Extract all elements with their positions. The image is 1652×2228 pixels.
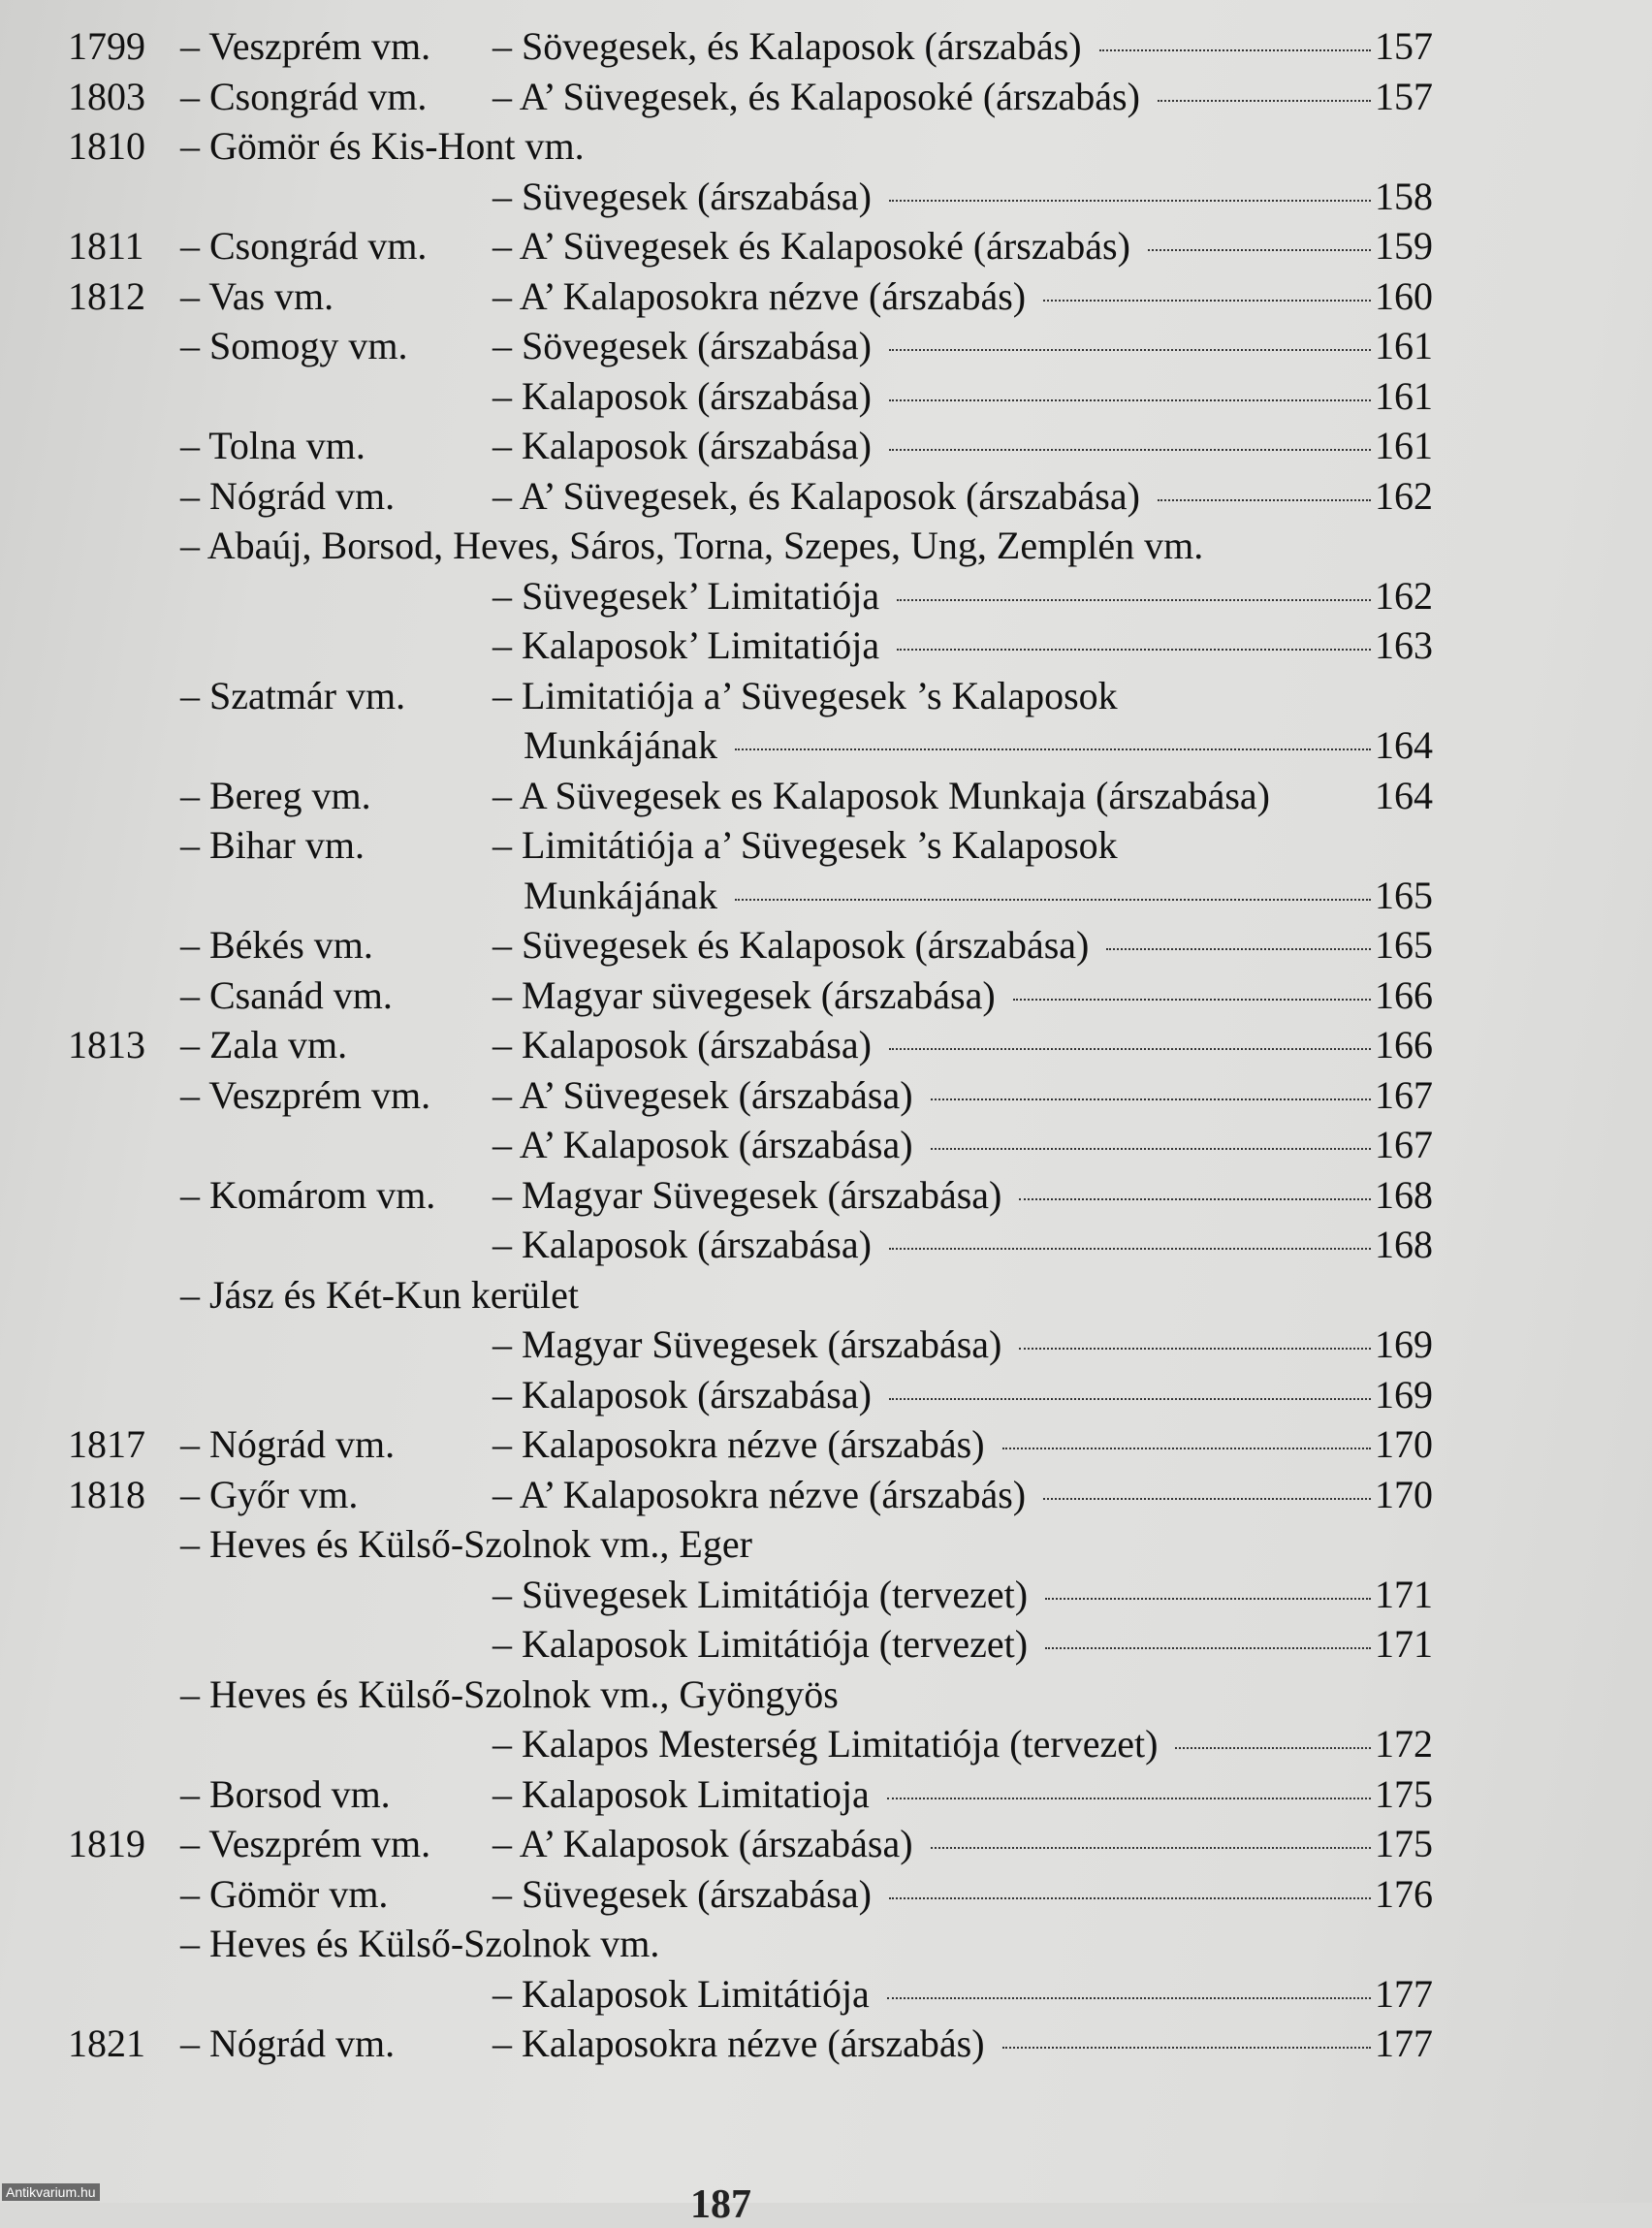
toc-entry-title: – A’ Süvegesek, és Kalaposok (árszabása) bbox=[492, 473, 1140, 518]
toc-year: 1813 bbox=[68, 1023, 145, 1066]
toc-entry-title: – Kalaposok (árszabása) bbox=[492, 424, 872, 467]
toc-row bbox=[0, 21, 1652, 72]
toc-county: – Győr vm. bbox=[180, 1472, 359, 1516]
toc-year: 1818 bbox=[68, 1472, 145, 1516]
toc-row bbox=[0, 2019, 1652, 2069]
toc-year: 1799 bbox=[68, 24, 145, 68]
dot-leader bbox=[735, 748, 1371, 750]
watermark: Antikvarium.hu bbox=[2, 2183, 100, 2201]
dot-leader bbox=[897, 649, 1371, 651]
toc-entry-title: – Kalaposok (árszabása) bbox=[492, 1372, 872, 1416]
toc-entry-title: – Sövegesek (árszabása) bbox=[492, 324, 872, 367]
toc-row bbox=[0, 1619, 1652, 1670]
toc-year: 1810 bbox=[68, 124, 145, 168]
dot-leader bbox=[1045, 1647, 1371, 1649]
toc-county: – Csongrád vm. bbox=[180, 224, 428, 268]
toc-page-number: 159 bbox=[1375, 224, 1433, 268]
toc-county: – Gömör és Kis-Hont vm. bbox=[180, 124, 585, 168]
toc-page-number: 177 bbox=[1375, 1971, 1433, 2016]
toc-page-number: 168 bbox=[1375, 1172, 1433, 1217]
toc-entry bbox=[492, 1819, 1433, 1869]
dot-leader bbox=[889, 200, 1371, 202]
toc-entry bbox=[492, 1070, 1433, 1121]
toc-entry bbox=[492, 471, 1433, 522]
dot-leader bbox=[1158, 499, 1371, 501]
toc-page-number: 166 bbox=[1375, 1023, 1433, 1066]
dot-leader bbox=[889, 449, 1371, 451]
toc-entry bbox=[492, 1120, 1433, 1170]
toc-row bbox=[0, 1170, 1652, 1221]
toc-row bbox=[0, 371, 1652, 422]
toc-entry bbox=[492, 371, 1433, 422]
toc-page-number: 171 bbox=[1375, 1572, 1433, 1616]
toc-entry bbox=[492, 1619, 1433, 1670]
toc-county: – Bereg vm. bbox=[180, 773, 371, 817]
toc-entry bbox=[524, 871, 1433, 921]
toc-county: – Jász és Két-Kun kerület bbox=[180, 1272, 579, 1317]
toc-row bbox=[0, 271, 1652, 322]
toc-row bbox=[0, 1020, 1652, 1070]
toc-entry-title: – Süvegesek (árszabása) bbox=[492, 174, 872, 218]
toc-row bbox=[0, 871, 1652, 921]
toc-entry bbox=[492, 1570, 1433, 1620]
toc-year: 1817 bbox=[68, 1422, 145, 1466]
toc-county: – Szatmár vm. bbox=[180, 673, 406, 717]
toc-row bbox=[0, 172, 1652, 222]
toc-row bbox=[0, 971, 1652, 1021]
toc-entry-title: – Kalaposok (árszabása) bbox=[492, 1223, 872, 1266]
toc-county: – Csanád vm. bbox=[180, 972, 393, 1017]
toc-entry-title: – A’ Süvegesek (árszabása) bbox=[492, 1072, 913, 1117]
toc-page-number: 167 bbox=[1375, 1123, 1433, 1166]
dot-leader bbox=[1002, 2047, 1371, 2049]
dot-leader bbox=[1019, 1348, 1371, 1350]
toc-entry bbox=[492, 2019, 1433, 2069]
toc-entry bbox=[492, 920, 1433, 971]
dot-leader bbox=[887, 1997, 1371, 1999]
toc-entry bbox=[492, 1370, 1433, 1420]
toc-row bbox=[0, 1519, 1652, 1570]
toc-row bbox=[0, 571, 1652, 621]
dot-leader bbox=[1148, 249, 1371, 251]
toc-entry bbox=[492, 72, 1433, 122]
dot-leader bbox=[897, 599, 1371, 601]
toc-entry bbox=[492, 172, 1433, 222]
toc-page-number: 165 bbox=[1375, 923, 1433, 967]
toc-page-number: 175 bbox=[1375, 1822, 1433, 1865]
toc-entry-title: – Limitátiója a’ Süvegesek ’s Kalaposok bbox=[492, 823, 1118, 867]
toc-year: 1803 bbox=[68, 74, 145, 118]
toc-year: 1812 bbox=[68, 273, 145, 318]
toc-row bbox=[0, 1470, 1652, 1520]
dot-leader bbox=[889, 399, 1371, 401]
dot-leader bbox=[889, 349, 1371, 351]
toc-entry bbox=[492, 971, 1433, 1021]
toc-row bbox=[0, 321, 1652, 371]
toc-row bbox=[0, 121, 1652, 172]
toc-entry bbox=[492, 1969, 1433, 2020]
toc-entry-title: – Kalaposok (árszabása) bbox=[492, 1023, 872, 1066]
toc-page-number: 162 bbox=[1375, 573, 1433, 618]
toc-county: – Veszprém vm. bbox=[180, 1072, 431, 1117]
toc-row bbox=[0, 1670, 1652, 1720]
dot-leader bbox=[735, 899, 1371, 901]
toc-entry-title: – Kalaposok’ Limitatiója bbox=[492, 623, 880, 667]
toc-entry-title: – A’ Kalaposokra nézve (árszabás) bbox=[492, 273, 1027, 318]
toc-page-number: 165 bbox=[1375, 873, 1433, 917]
toc-row bbox=[0, 1570, 1652, 1620]
toc-entry-title: – Süvegesek (árszabása) bbox=[492, 1871, 872, 1916]
dot-leader bbox=[1099, 49, 1371, 51]
dot-leader bbox=[1175, 1747, 1371, 1749]
dot-leader bbox=[889, 1248, 1371, 1250]
toc-row bbox=[0, 1370, 1652, 1420]
toc-entry-title: – A’ Süvegesek és Kalaposoké (árszabás) bbox=[492, 224, 1130, 268]
toc-entry-title: – Kalaposok Limitátiója bbox=[492, 1971, 870, 2016]
toc-entry-title: – Kalaposok (árszabása) bbox=[492, 373, 872, 418]
toc-row bbox=[0, 671, 1652, 721]
toc-row bbox=[0, 1969, 1652, 2020]
toc-county: – Bihar vm. bbox=[180, 823, 365, 867]
toc-county: – Veszprém vm. bbox=[180, 24, 431, 68]
toc-page-number: 164 bbox=[1375, 773, 1433, 817]
toc-row bbox=[0, 421, 1652, 471]
toc-entry-title: Munkájának bbox=[524, 723, 717, 767]
toc-entry bbox=[492, 221, 1433, 271]
toc-entry-title: – Magyar süvegesek (árszabása) bbox=[492, 972, 996, 1017]
dot-leader bbox=[889, 1398, 1371, 1400]
toc-entry bbox=[492, 1320, 1433, 1370]
dot-leader bbox=[1158, 100, 1371, 102]
dot-leader bbox=[1106, 948, 1371, 950]
toc-page-number: 163 bbox=[1375, 623, 1433, 667]
toc-county: – Gömör vm. bbox=[180, 1871, 389, 1916]
toc-page-number: 177 bbox=[1375, 2021, 1433, 2065]
dot-leader bbox=[1019, 1198, 1371, 1200]
toc-page-number: 157 bbox=[1375, 74, 1433, 118]
toc-county: – Heves és Külső-Szolnok vm., Eger bbox=[180, 1522, 752, 1566]
toc-year: 1821 bbox=[68, 2021, 145, 2065]
toc-page-number: 169 bbox=[1375, 1322, 1433, 1366]
toc-entry-title: – Limitatiója a’ Süvegesek ’s Kalaposok bbox=[492, 673, 1118, 717]
toc-row bbox=[0, 1869, 1652, 1920]
toc-entry-title: Munkájának bbox=[524, 873, 717, 917]
toc-entry-title: – Sövegesek, és Kalaposok (árszabás) bbox=[492, 24, 1082, 68]
toc-row bbox=[0, 1120, 1652, 1170]
dot-leader bbox=[887, 1798, 1371, 1799]
toc-entry-title: – Süvegesek Limitátiója (tervezet) bbox=[492, 1572, 1029, 1616]
toc-county: – Tolna vm. bbox=[180, 424, 365, 467]
toc-county: – Borsod vm. bbox=[180, 1771, 391, 1816]
dot-leader bbox=[1002, 1448, 1371, 1449]
toc-entry-title: – A’ Kalaposokra nézve (árszabás) bbox=[492, 1472, 1027, 1516]
toc-entry bbox=[492, 1769, 1433, 1820]
toc-entry bbox=[492, 1470, 1433, 1520]
toc-row bbox=[0, 1769, 1652, 1820]
toc-entry bbox=[492, 571, 1433, 621]
toc-county: – Csongrád vm. bbox=[180, 74, 428, 118]
toc-row bbox=[0, 521, 1652, 571]
toc-page-number: 161 bbox=[1375, 324, 1433, 367]
toc-county: – Vas vm. bbox=[180, 273, 334, 318]
toc-row bbox=[0, 221, 1652, 271]
toc-entry-title: – Süvegesek’ Limitatiója bbox=[492, 573, 880, 618]
toc-county: – Heves és Külső-Szolnok vm., Gyöngyös bbox=[180, 1671, 839, 1716]
toc-page-number: 157 bbox=[1375, 24, 1433, 68]
dot-leader bbox=[1013, 999, 1371, 1001]
toc-entry-title: – A’ Süvegesek, és Kalaposoké (árszabás) bbox=[492, 74, 1140, 118]
toc-entry bbox=[492, 21, 1433, 72]
toc-county: – Nógrád vm. bbox=[180, 1422, 396, 1466]
dot-leader bbox=[889, 1897, 1371, 1899]
toc-row bbox=[0, 1320, 1652, 1370]
toc-page-number: 168 bbox=[1375, 1223, 1433, 1266]
toc-row bbox=[0, 471, 1652, 522]
toc-entry bbox=[524, 720, 1433, 771]
toc-entry-title: – Kalaposok Limitátiója (tervezet) bbox=[492, 1622, 1029, 1666]
toc-entry bbox=[492, 1020, 1433, 1070]
dot-leader bbox=[931, 1148, 1371, 1150]
toc-page-number: 166 bbox=[1375, 972, 1433, 1017]
toc-county: – Somogy vm. bbox=[180, 324, 408, 367]
toc-page-number: 171 bbox=[1375, 1622, 1433, 1666]
toc-entry bbox=[492, 820, 1433, 871]
toc-entry bbox=[492, 1170, 1433, 1221]
toc-county: – Nógrád vm. bbox=[180, 473, 396, 518]
toc-entry-title: – Magyar Süvegesek (árszabása) bbox=[492, 1322, 1002, 1366]
toc-county: – Abaúj, Borsod, Heves, Sáros, Torna, Szepes, Ung, Zemplén vm. bbox=[180, 524, 1204, 567]
toc-entry-title: – Magyar Süvegesek (árszabása) bbox=[492, 1172, 1002, 1217]
toc-row bbox=[0, 920, 1652, 971]
toc-county: – Zala vm. bbox=[180, 1023, 348, 1066]
toc-row bbox=[0, 1070, 1652, 1121]
toc-row bbox=[0, 72, 1652, 122]
toc-entry bbox=[492, 1419, 1433, 1470]
toc-page-number: 167 bbox=[1375, 1072, 1433, 1117]
page-number: 187 bbox=[690, 2182, 751, 2227]
toc-year: 1811 bbox=[68, 224, 144, 268]
toc-row bbox=[0, 1719, 1652, 1769]
toc-page-number: 176 bbox=[1375, 1871, 1433, 1916]
toc-entry bbox=[492, 421, 1433, 471]
toc-page-number: 169 bbox=[1375, 1372, 1433, 1416]
toc-row bbox=[0, 1220, 1652, 1270]
dot-leader bbox=[931, 1847, 1371, 1849]
dot-leader bbox=[1043, 1498, 1371, 1500]
toc-page-number: 160 bbox=[1375, 273, 1433, 318]
toc-county: – Békés vm. bbox=[180, 923, 373, 967]
toc-page-number: 161 bbox=[1375, 424, 1433, 467]
dot-leader bbox=[1045, 1598, 1371, 1600]
toc-entry-title: – A’ Kalaposok (árszabása) bbox=[492, 1822, 913, 1865]
toc-entry bbox=[492, 1719, 1433, 1769]
toc-entry bbox=[492, 271, 1433, 322]
toc-page-number: 158 bbox=[1375, 174, 1433, 218]
toc-entry-title: – Kalaposokra nézve (árszabás) bbox=[492, 1422, 985, 1466]
toc-entry bbox=[492, 621, 1433, 671]
toc-row bbox=[0, 820, 1652, 871]
toc-page-number: 161 bbox=[1375, 373, 1433, 418]
toc-entry-title: – A’ Kalaposok (árszabása) bbox=[492, 1123, 913, 1166]
toc-page-number: 172 bbox=[1375, 1722, 1433, 1766]
toc-row bbox=[0, 621, 1652, 671]
toc-entry bbox=[492, 321, 1433, 371]
toc-entry bbox=[492, 1220, 1433, 1270]
toc-entry-title: – Süvegesek és Kalaposok (árszabása) bbox=[492, 923, 1090, 967]
toc-county: – Komárom vm. bbox=[180, 1172, 436, 1217]
toc-year: 1819 bbox=[68, 1822, 145, 1865]
toc-page-number: 170 bbox=[1375, 1472, 1433, 1516]
toc-page-number: 175 bbox=[1375, 1771, 1433, 1816]
toc-row bbox=[0, 1419, 1652, 1470]
toc-entry-title: – A Süvegesek es Kalaposok Munkaja (árszabása) bbox=[492, 773, 1270, 817]
toc-county: – Veszprém vm. bbox=[180, 1822, 431, 1865]
toc-entry bbox=[492, 671, 1433, 721]
toc-row bbox=[0, 720, 1652, 771]
toc-entry-title: – Kalaposokra nézve (árszabás) bbox=[492, 2021, 985, 2065]
toc-entry bbox=[492, 1869, 1433, 1920]
toc-entry bbox=[492, 771, 1433, 821]
table-of-contents bbox=[0, 21, 1652, 2069]
dot-leader bbox=[889, 1048, 1371, 1050]
toc-page-number: 164 bbox=[1375, 723, 1433, 767]
toc-county: – Nógrád vm. bbox=[180, 2021, 396, 2065]
toc-entry-title: – Kalaposok Limitatioja bbox=[492, 1771, 870, 1816]
toc-row bbox=[0, 1270, 1652, 1321]
toc-county: – Heves és Külső-Szolnok vm. bbox=[180, 1922, 660, 1965]
toc-entry-title: – Kalapos Mesterség Limitatiója (tervezet) bbox=[492, 1722, 1159, 1766]
dot-leader bbox=[931, 1098, 1371, 1100]
dot-leader bbox=[1043, 300, 1371, 302]
toc-row bbox=[0, 771, 1652, 821]
toc-page-number: 162 bbox=[1375, 473, 1433, 518]
toc-page-number: 170 bbox=[1375, 1422, 1433, 1466]
toc-row bbox=[0, 1919, 1652, 1969]
toc-row bbox=[0, 1819, 1652, 1869]
